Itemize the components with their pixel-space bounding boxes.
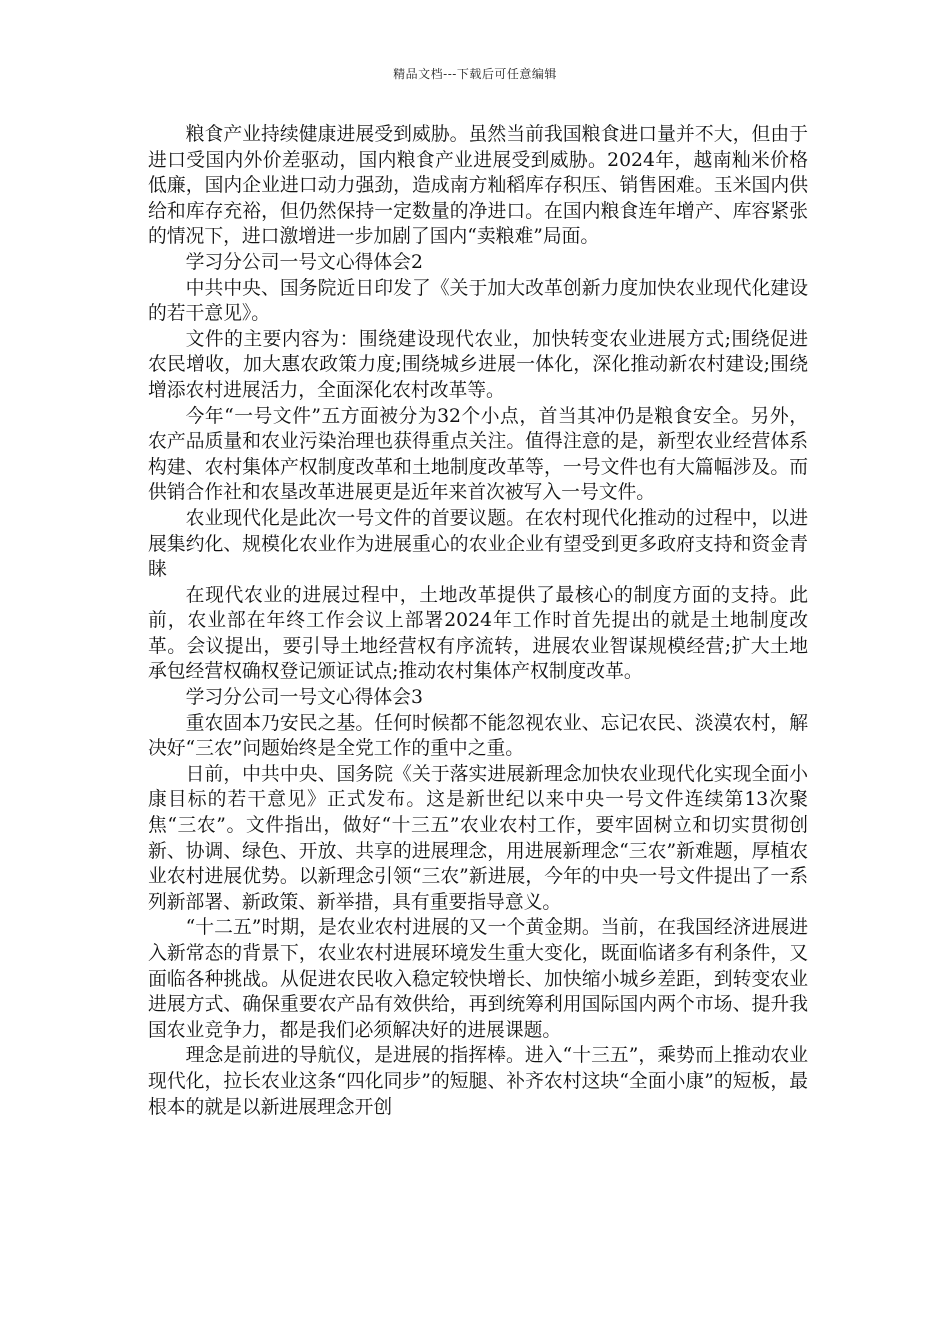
paragraph: 重农固本乃安民之基。任何时候都不能忽视农业、忘记农民、淡漠农村，解决好“三农”问题始终是全党工作的重中之重。 bbox=[148, 712, 808, 760]
section-heading: 学习分公司一号文心得体会2 bbox=[185, 251, 423, 273]
paragraph: 日前，中共中央、国务院《关于落实进展新理念加快农业现代化实现全面小康目标的若干意见》正式发布。这是新世纪以来中央一号文件连续第13次聚焦“三农”。文件指出，做好“十三五”农业农村工作，要牢固树立和切实贯彻创新、协调、绿色、开放、共享的进展理念，用进展新理念“三农”新难题，厚植农业农村进展优势。以新理念引领“三农”新进展，今年的中央一号文件提出了一系列新部署、新政策、新举措，具有重要指导意义。 bbox=[148, 763, 808, 913]
paragraph: 中共中央、国务院近日印发了《关于加大改革创新力度加快农业现代化建设的若干意见》。 bbox=[148, 277, 808, 325]
paragraph: 农业现代化是此次一号文件的首要议题。在农村现代化推动的过程中，以进展集约化、规模化农业作为进展重心的农业企业有望受到更多政府支持和资金青睐 bbox=[148, 507, 808, 581]
paragraph: 粮食产业持续健康进展受到威胁。虽然当前我国粮食进口量并不大，但由于进口受国内外价差驱动，国内粮食产业进展受到威胁。2024年，越南籼米价格低廉，国内企业进口动力强劲，造成南方籼稻库存积压、销售困难。玉米国内供给和库存充裕，但仍然保持一定数量的净进口。在国内粮食连年增产、库容紧张的情况下，进口激增进一步加剧了国内“卖粮难”局面。 bbox=[148, 124, 808, 248]
paragraph: 文件的主要内容为：围绕建设现代农业，加快转变农业进展方式;围绕促进农民增收，加大惠农政策力度;围绕城乡进展一体化，深化推动新农村建设;围绕增添农村进展活力，全面深化农村改革等。 bbox=[148, 328, 808, 401]
paragraph: 今年“一号文件”五方面被分为32个小点，首当其冲仍是粮食安全。另外，农产品质量和农业污染治理也获得重点关注。值得注意的是，新型农业经营体系构建、农村集体产权制度改革和土地制度改革等，一号文件也有大篇幅涉及。而供销合作社和农垦改革进展更是近年来首次被写入一号文件。 bbox=[148, 405, 808, 504]
page-header: 精品文档---下载后可任意编辑 bbox=[393, 67, 557, 81]
document-body bbox=[148, 122, 808, 1120]
paragraph: 理念是前进的导航仪，是进展的指挥棒。进入“十三五”，乘势而上推动农业现代化，拉长农业这条“四化同步”的短腿、补齐农村这块“全面小康”的短板，最根本的就是以新进展理念开创 bbox=[148, 1045, 808, 1118]
section-heading: 学习分公司一号文心得体会3 bbox=[185, 687, 423, 709]
paragraph: 在现代农业的进展过程中，土地改革提供了最核心的制度方面的支持。此前，农业部在年终工作会议上部署2024年工作时首先提出的就是土地制度改革。会议提出，要引导土地经营权有序流转，进展农业智谋规模经营;扩大土地承包经营权确权登记颁证试点;推动农村集体产权制度改革。 bbox=[148, 584, 808, 683]
paragraph: “十二五”时期，是农业农村进展的又一个黄金期。当前，在我国经济进展进入新常态的背景下，农业农村进展环境发生重大变化，既面临诸多有利条件，又面临各种挑战。从促进农民收入稳定较快增长、加快缩小城乡差距，到转变农业进展方式、确保重要农产品有效供给，再到统筹利用国际国内两个市场、提升我国农业竞争力，都是我们必须解决好的进展课题。 bbox=[148, 917, 808, 1041]
